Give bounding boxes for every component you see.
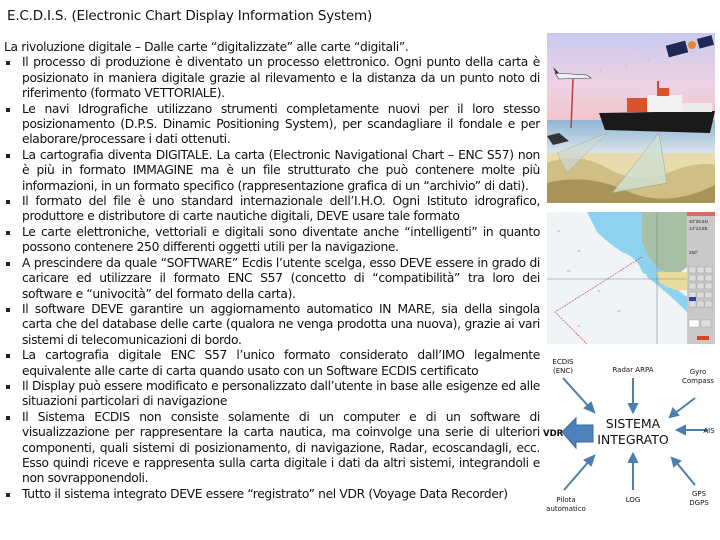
bullet-item: La cartografia digitale ENC S57 l’unico formato considerato dall’IMO legalmente equivalente alle carte di carta quando usato con un Software ECDIS certificato bbox=[4, 348, 540, 379]
integrated-system-diagram bbox=[540, 350, 720, 540]
bullet-item: Il software DEVE garantire un aggiornamento automatico IN MARE, sia della singola carta che del database delle carte (qualora ne venga prodotta una nuova), grazie ai vari sistemi di telecomunicazioni di bordo. bbox=[4, 302, 540, 348]
ais-label: AIS bbox=[703, 427, 715, 435]
svg-text:☾: ☾ bbox=[599, 69, 604, 75]
bullet-item: A prescindere da quale “SOFTWARE” Ecdis l’utente scelga, esso DEVE essere in grado di caricare ed utilizzare il formato ENC S57 (concetto di “compatibilità” tra loro dei software e “univocità” del formato della carta). bbox=[4, 256, 540, 302]
svg-text:14°13.8E: 14°13.8E bbox=[689, 226, 708, 231]
bullet-item: Le carte elettroniche, vettoriali e digitali sono diventate anche “intelligenti” in quanto possono contenere 250 differenti oggetti utili per la navigazione. bbox=[4, 225, 540, 256]
bullet-icon bbox=[6, 231, 10, 235]
gps-dgps-label: GPS DGPS bbox=[689, 490, 709, 507]
vdr-label: VDR bbox=[543, 429, 564, 439]
pilota-automatico-label: Pilota automatico bbox=[546, 496, 586, 513]
bullet-list bbox=[4, 55, 540, 502]
bullet-item: Le navi Idrografiche utilizzano strumenti completamente nuovi per il loro stesso posizionamento (D.P.S. Dinamic Positioning System), per scandagliare il fondale e per elaborare/processare i dati ottenuti. bbox=[4, 102, 540, 148]
svg-text:12: 12 bbox=[557, 229, 561, 233]
svg-text:☾: ☾ bbox=[625, 63, 630, 69]
bullet-icon bbox=[6, 354, 10, 358]
bullet-icon bbox=[6, 493, 10, 497]
log-label: LOG bbox=[625, 496, 641, 504]
bullet-item: Tutto il sistema integrato DEVE essere “registrato” nel VDR (Voyage Data Recorder) bbox=[4, 487, 540, 502]
intro-line: La rivoluzione digitale – Dalle carte “digitalizzate” alle carte “digitali”. bbox=[4, 40, 409, 54]
sistema-integrato-label: SISTEMA INTEGRATO bbox=[597, 416, 669, 447]
bullet-icon bbox=[6, 385, 10, 389]
svg-text:40°25.6N: 40°25.6N bbox=[689, 219, 708, 224]
svg-text:☾: ☾ bbox=[647, 57, 652, 63]
svg-text:25: 25 bbox=[567, 269, 571, 273]
bullet-item: Il formato del file è uno standard internazionale dell’I.H.O. Ogni Istituto idrografico, produttore e distributore di carte nautiche digitali, DEVE usare tale formato bbox=[4, 194, 540, 225]
bullet-icon bbox=[6, 108, 10, 112]
body-text bbox=[4, 40, 540, 502]
nautical-chart-icon bbox=[547, 212, 715, 344]
bullet-item: Il Display può essere modificato e personalizzato dall’utente in base alle esigenze ed alle situazioni particolari di navigazione bbox=[4, 379, 540, 410]
slide-title: E.C.D.I.S. (Electronic Chart Display Information System) bbox=[7, 8, 373, 24]
svg-text:18: 18 bbox=[577, 249, 581, 253]
bullet-icon bbox=[6, 262, 10, 266]
bullet-item: La cartografia diventa DIGITALE. La carta (Electronic Navigational Chart – ENC S57) non è più in formato IMMAGINE ma è un file strutturato che può contenere molte più informazioni, in un formato specifico (rappresentazione grafica di un “archivio” di dati). bbox=[4, 148, 540, 194]
radar-arpa-label: Radar ARPA bbox=[612, 366, 654, 374]
survey-ship-icon bbox=[547, 33, 715, 203]
bullet-icon bbox=[6, 416, 10, 420]
hydrographic-survey-image bbox=[547, 33, 715, 203]
bullet-icon bbox=[6, 61, 10, 65]
bullet-icon bbox=[6, 308, 10, 312]
gyro-compass-label: Gyro Compass bbox=[681, 368, 715, 385]
bullet-icon bbox=[6, 154, 10, 158]
svg-text:44: 44 bbox=[577, 324, 581, 328]
vdr-arrow-icon bbox=[562, 418, 593, 448]
svg-text:31: 31 bbox=[597, 289, 601, 293]
bullet-item: Il processo di produzione è diventato un processo elettronico. Ogni punto della carta è posizionato in maniera digitale grazie al rilevamento e la distanza da un punto noto di riferimento (formato VETTORIALE). bbox=[4, 55, 540, 101]
svg-text:250°: 250° bbox=[689, 250, 699, 255]
bullet-item: Il Sistema ECDIS non consiste solamente di un computer e di un software di visualizzazione per rappresentare la carta nautica, ma coinvolge una serie di ulteriori componenti, quali sistemi di posizionamento, di navigazione, Radar, ecoscandagli, ecc. Esso quindi riceve e rappresenta sulla carta digitale i dati da altri sistemi, integrandoli e non sovrapponendoli. bbox=[4, 410, 540, 487]
bullet-icon bbox=[6, 200, 10, 204]
electronic-chart-image bbox=[547, 212, 715, 344]
ecdis-label: ECDIS (ENC) bbox=[552, 358, 574, 375]
svg-text:40: 40 bbox=[617, 309, 621, 313]
